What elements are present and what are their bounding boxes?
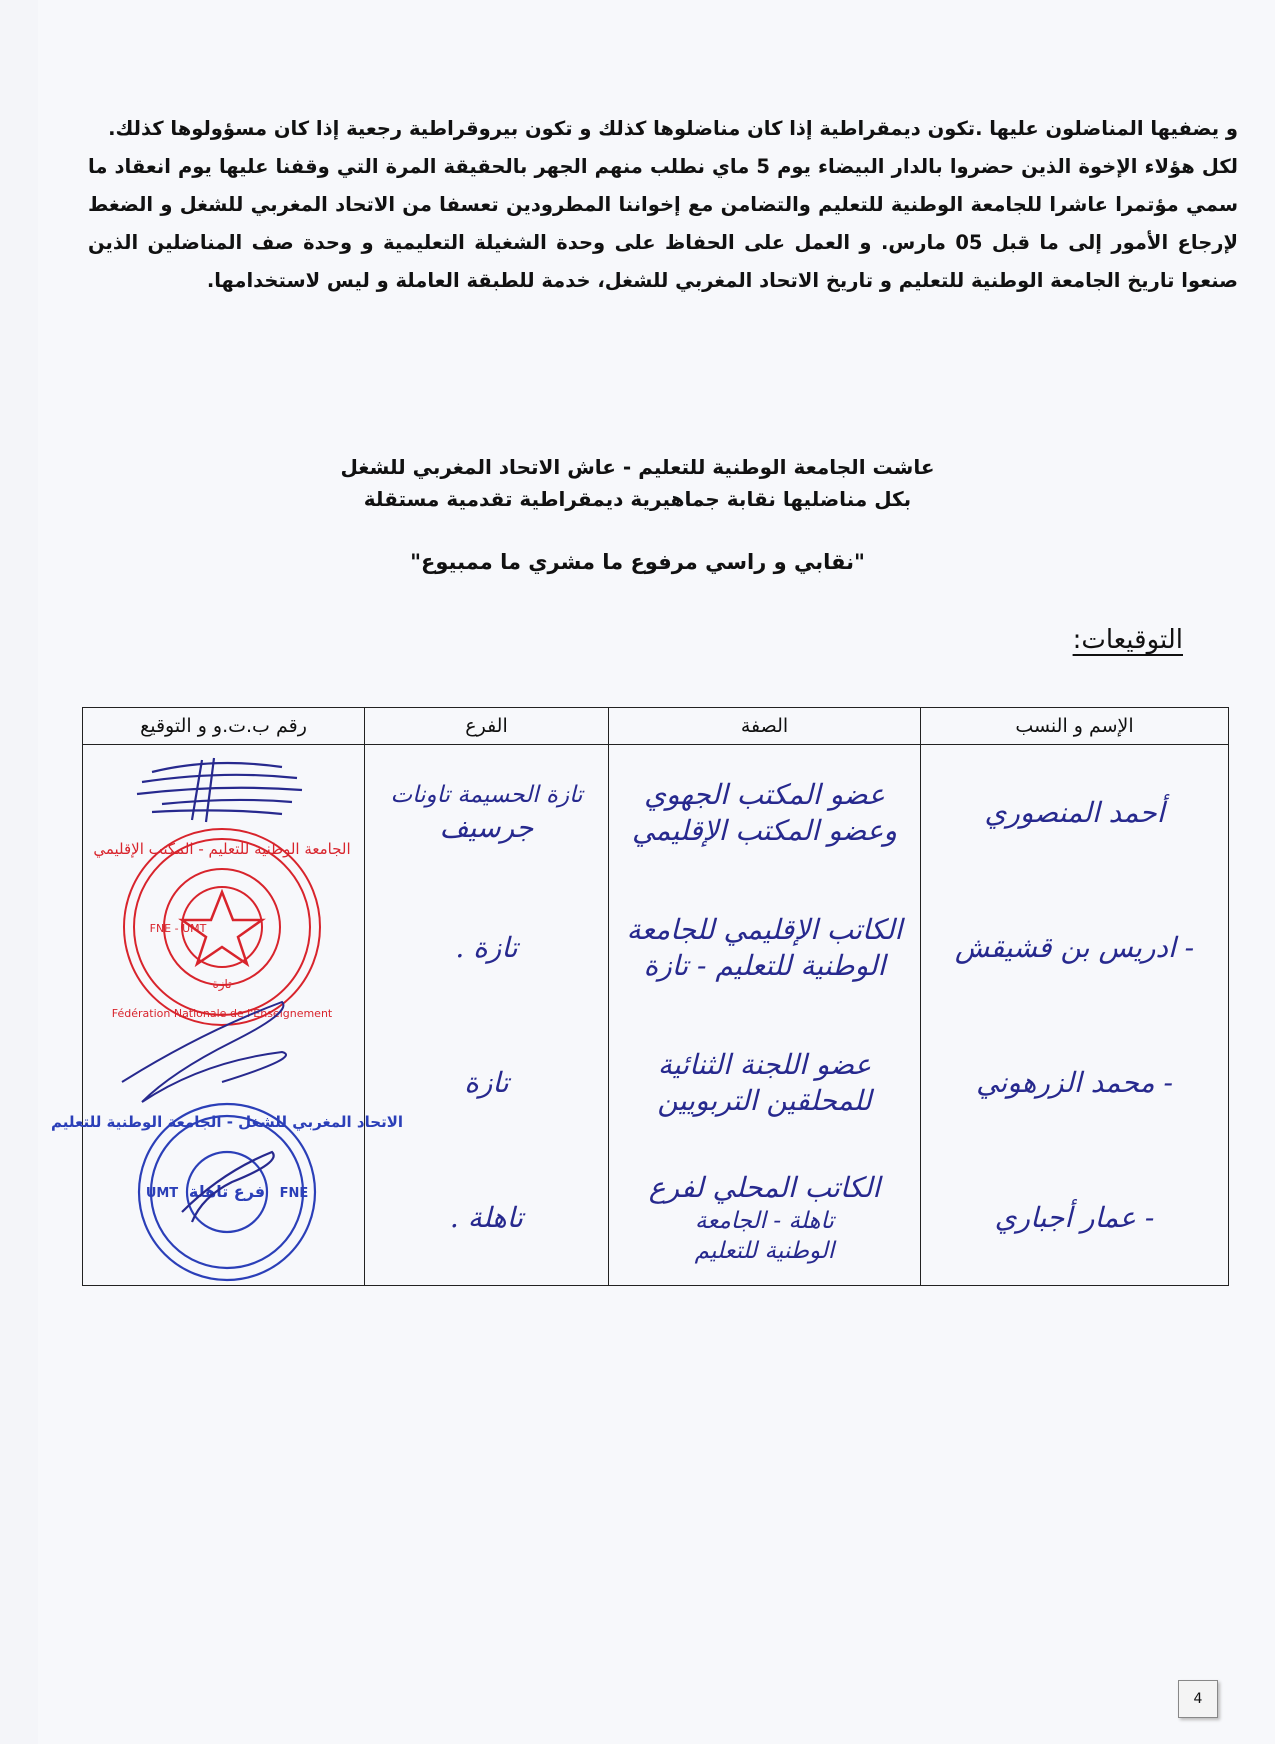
- roles-column: [609, 745, 921, 1286]
- body-text: [88, 110, 1238, 300]
- signer-branch: تازة الحسيمة تاونات: [390, 781, 583, 808]
- signer-role: الوطنية للتعليم: [694, 1237, 835, 1264]
- signer-role: تاهلة - الجامعة: [695, 1207, 834, 1234]
- red-stamp-outer-text: الجامعة الوطنية للتعليم - المكتب الإقليمي: [93, 840, 351, 858]
- branches-column: [365, 745, 609, 1286]
- blue-stamp-left-text: UMT: [145, 1186, 179, 1201]
- signer-name: - محمد الزرهوني: [976, 1065, 1173, 1099]
- paragraph-2: لكل هؤلاء الإخوة الذين حضروا بالدار البيضاء يوم 5 ماي نطلب منهم الجهر بالحقيقة المرة التي وقفنا عليها يوم انعقاد ما سمي مؤتمرا عاشرا للجامعة الوطنية للتعليم والتضامن مع إخواننا المطرودين تعسفا من الاتحاد المغربي للشغل و الضغط لإرجاع الأمور إلى ما قبل 05 مارس. و العمل على الحفاظ على وحدة الشغيلة التعليمية و وحدة صف المناضلين الذين صنعوا تاريخ الجامعة الوطنية للتعليم و تاريخ الاتحاد المغربي للشغل، خدمة للطبقة العاملة و ليس لاستخدامها.: [88, 155, 1238, 292]
- red-stamp-inner-text: Fédération Nationale de l'Enseignement: [111, 1007, 333, 1020]
- signer-branch: تازة: [464, 1065, 509, 1099]
- header-name: الإسم و النسب: [921, 708, 1229, 745]
- blue-stamp-center-text: فرع تاهلة: [188, 1182, 266, 1201]
- blue-stamp-right-text: FNE: [279, 1186, 309, 1201]
- slogan-line-2: بكل مناضليها نقابة جماهيرية ديمقراطية تقدمية مستقلة: [363, 487, 912, 511]
- signer-branch: تازة .: [455, 930, 518, 964]
- signer-role: الكاتب الإقليمي للجامعة: [626, 912, 903, 946]
- signer-role: للمحلقين التربويين: [657, 1083, 872, 1117]
- signature-scribble-icon: [137, 758, 302, 822]
- signer-role: عضو المكتب الجهوي: [644, 777, 885, 811]
- slogan-line-1: عاشت الجامعة الوطنية للتعليم - عاش الاتحاد المغربي للشغل: [340, 455, 935, 479]
- signer-branch: تاهلة .: [449, 1200, 524, 1234]
- blue-stamp-outer-text: الاتحاد المغربي للشغل - الجامعة الوطنية للتعليم: [50, 1113, 404, 1131]
- signer-role: الكاتب المحلي لفرع: [648, 1170, 881, 1204]
- signature-stamps-graphic: [50, 742, 404, 1282]
- names-column: [921, 745, 1229, 1286]
- signer-branch: جرسيف: [439, 810, 534, 844]
- signatures-title: التوقيعات:: [1072, 625, 1183, 655]
- motto: "نقابي و راسي مرفوع ما مشري ما ممبيوع": [410, 550, 865, 574]
- signer-role: عضو اللجنة الثنائية: [657, 1047, 872, 1081]
- paragraph-1: و يضفيها المناضلون عليها .تكون ديمقراطية إذا كان مناضلوها كذلك و تكون بيروقراطية رجعية إذا كان مسؤولوها كذلك.: [108, 117, 1238, 140]
- signer-name: - ادريس بن قشيقش: [954, 930, 1195, 964]
- signer-name: - عمار أجباري: [994, 1200, 1155, 1234]
- page-number: 4: [1178, 1680, 1218, 1718]
- header-card-signature: رقم ب.ت.و و التوقيع: [83, 708, 365, 745]
- signer-name: أحمد المنصوري: [984, 795, 1165, 829]
- red-stamp-center-text: FNE - UMT: [149, 922, 207, 935]
- table-header-row: [83, 708, 1229, 745]
- signer-role: وعضو المكتب الإقليمي: [631, 813, 898, 847]
- header-role: الصفة: [609, 708, 921, 745]
- red-stamp-icon: [93, 829, 350, 1025]
- signer-role: الوطنية للتعليم - تازة: [643, 948, 886, 982]
- header-branch: الفرع: [365, 708, 609, 745]
- blue-stamp-icon: [51, 1104, 403, 1280]
- red-stamp-city-text: تازة: [212, 977, 232, 991]
